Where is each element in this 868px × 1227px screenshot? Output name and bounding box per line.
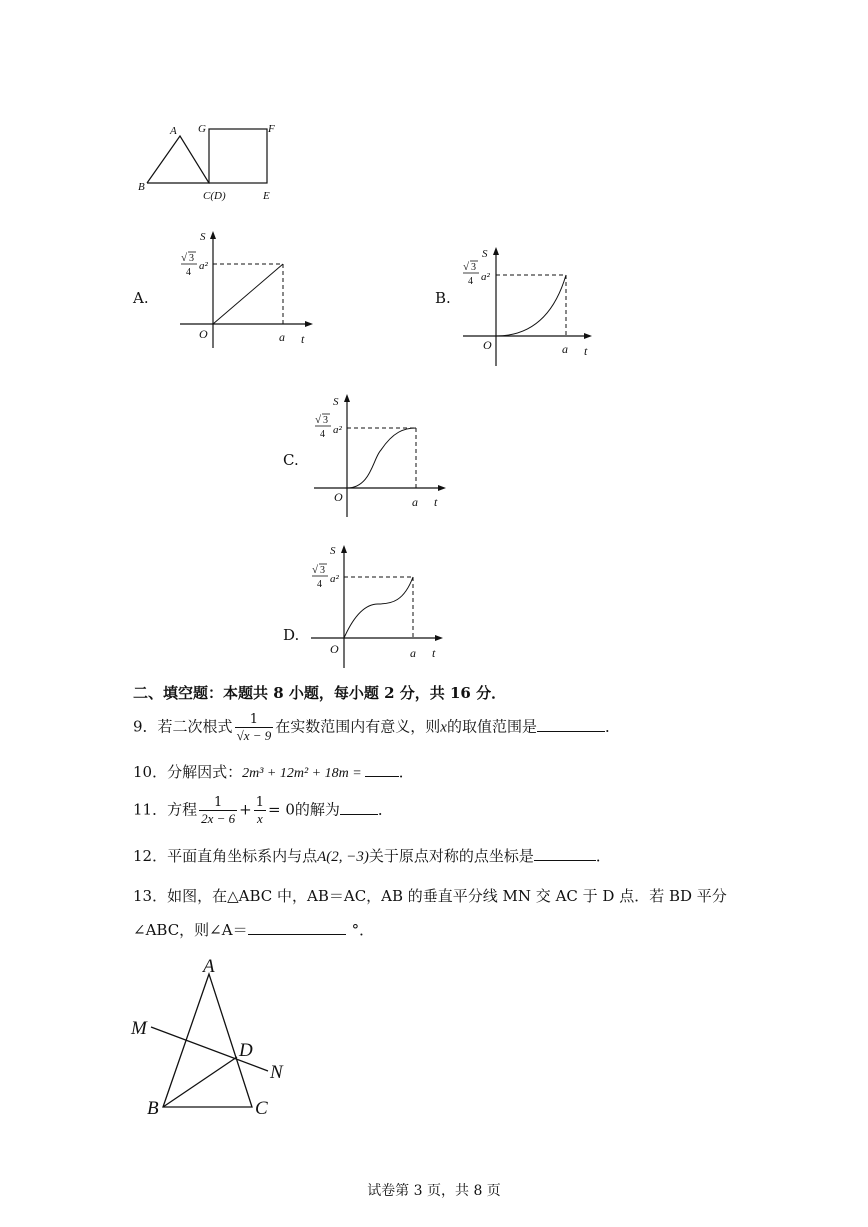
q11-plus: + bbox=[239, 800, 252, 819]
q9-frac-num: 1 bbox=[249, 712, 259, 727]
a-label: a bbox=[279, 330, 285, 344]
segment-bd bbox=[163, 1057, 237, 1107]
a-label: a bbox=[562, 342, 568, 356]
label-b: B bbox=[147, 1098, 159, 1119]
q13-line2-pre: ∠ABC，则∠A＝ bbox=[133, 921, 248, 939]
y-arrow-icon bbox=[210, 231, 216, 239]
t-label: t bbox=[301, 332, 305, 346]
option-c-label[interactable]: C. bbox=[283, 451, 299, 469]
label-cd: C(D) bbox=[203, 190, 226, 202]
label-f: F bbox=[268, 123, 275, 135]
t-label: t bbox=[434, 495, 438, 509]
q12-number: 12． bbox=[133, 847, 168, 865]
top-figure bbox=[135, 118, 285, 208]
q9-frac-den: √x − 9 bbox=[236, 728, 272, 743]
label-a: A bbox=[170, 125, 177, 137]
label-m: M bbox=[131, 1018, 147, 1039]
sqrt3-num: 3 bbox=[471, 262, 476, 273]
label-b: B bbox=[138, 181, 145, 193]
four-den: 4 bbox=[186, 267, 191, 278]
a2-label: a² bbox=[481, 271, 490, 283]
q11-f2-den: x bbox=[254, 810, 266, 826]
q11-f1-num: 1 bbox=[213, 795, 223, 810]
question-13-line-2 bbox=[133, 920, 374, 940]
q10-end: ． bbox=[398, 763, 414, 781]
q12-answer-blank[interactable] bbox=[534, 846, 596, 861]
label-c: C bbox=[255, 1098, 268, 1119]
q11-text: 方程 bbox=[167, 800, 198, 819]
t-label: t bbox=[584, 344, 588, 358]
option-a-graph bbox=[175, 228, 320, 350]
y-arrow-icon bbox=[493, 247, 499, 255]
q11-eq: = 0 bbox=[268, 800, 295, 819]
q9-end: ． bbox=[604, 717, 620, 736]
q11-f2-num: 1 bbox=[255, 795, 265, 810]
option-b-graph bbox=[458, 243, 603, 368]
section-heading: 二、填空题：本题共 8 小题，每小题 2 分，共 16 分． bbox=[133, 684, 507, 702]
curve bbox=[496, 275, 566, 336]
x-arrow-icon bbox=[438, 485, 446, 491]
o-label: O bbox=[334, 490, 343, 504]
s-label: S bbox=[330, 545, 336, 557]
q13-answer-blank[interactable] bbox=[248, 920, 346, 935]
sqrt3-num: 3 bbox=[189, 253, 194, 264]
q11-fraction-1 bbox=[199, 795, 237, 826]
x-arrow-icon bbox=[305, 321, 313, 327]
s-label: S bbox=[482, 248, 488, 260]
y-arrow-icon bbox=[344, 394, 350, 402]
q12-pre: 平面直角坐标系内与点 bbox=[167, 847, 318, 865]
y-arrow-icon bbox=[341, 545, 347, 553]
q12-point: A(2, −3) bbox=[317, 849, 369, 865]
q9-number: 9． bbox=[133, 717, 158, 736]
label-e: E bbox=[263, 190, 270, 202]
triangle-abc bbox=[147, 136, 209, 183]
q9-post2: 的取值范围是 bbox=[446, 717, 537, 736]
question-13-line-1: 13．如图，在△ABC 中，AB＝AC，AB 的垂直平分线 MN 交 AC 于 D 点．若 BD 平分 bbox=[133, 887, 727, 905]
question-9 bbox=[133, 712, 620, 743]
option-d-label[interactable]: D. bbox=[283, 626, 300, 644]
a-label: a bbox=[412, 495, 418, 509]
q9-fraction bbox=[235, 712, 274, 743]
sqrt3-num: 3 bbox=[323, 415, 328, 426]
q11-end: ． bbox=[377, 800, 393, 819]
s-label: S bbox=[200, 231, 206, 243]
curve bbox=[347, 428, 416, 488]
question-11 bbox=[133, 795, 393, 826]
sqrt-sign: √ bbox=[312, 564, 319, 576]
question-12 bbox=[133, 846, 611, 867]
q11-answer-blank[interactable] bbox=[340, 800, 378, 815]
bottom-figure bbox=[125, 950, 300, 1125]
four-den: 4 bbox=[317, 579, 322, 590]
q12-end: ． bbox=[595, 847, 611, 865]
o-label: O bbox=[483, 338, 492, 352]
q11-number: 11． bbox=[133, 800, 168, 819]
curve bbox=[213, 264, 283, 324]
a2-label: a² bbox=[199, 260, 208, 272]
sqrt-sign: √ bbox=[181, 252, 188, 264]
option-d-graph bbox=[306, 541, 451, 669]
label-g: G bbox=[198, 123, 206, 135]
q9-pre: 若二次根式 bbox=[157, 717, 233, 736]
q12-post: 关于原点对称的点坐标是 bbox=[368, 847, 534, 865]
q11-f1-den: 2x − 6 bbox=[201, 811, 236, 826]
q10-expr: 2m³ + 12m² + 18m = bbox=[242, 766, 362, 781]
a-label: a bbox=[410, 646, 416, 660]
q13-line2-post: °． bbox=[351, 921, 375, 939]
o-label: O bbox=[330, 642, 339, 656]
label-a: A bbox=[203, 956, 215, 977]
s-label: S bbox=[333, 396, 339, 408]
option-c-graph bbox=[309, 390, 454, 518]
four-den: 4 bbox=[320, 429, 325, 440]
sqrt-sign: √ bbox=[315, 414, 322, 426]
q9-answer-blank[interactable] bbox=[537, 717, 605, 732]
sqrt-sign: √ bbox=[463, 261, 470, 273]
option-b-label[interactable]: B. bbox=[435, 289, 451, 307]
q11-post: 的解为 bbox=[294, 800, 340, 819]
question-10 bbox=[133, 762, 414, 784]
sqrt3-num: 3 bbox=[320, 565, 325, 576]
a2-label: a² bbox=[330, 573, 339, 585]
o-label: O bbox=[199, 327, 208, 341]
q9-var: x bbox=[440, 719, 447, 736]
four-den: 4 bbox=[468, 276, 473, 287]
a2-label: a² bbox=[333, 424, 342, 436]
label-d: D bbox=[239, 1040, 253, 1061]
option-a-label[interactable]: A. bbox=[133, 289, 149, 307]
q10-number: 10． bbox=[133, 763, 168, 781]
q10-answer-blank[interactable] bbox=[365, 762, 399, 777]
square-gfed bbox=[209, 129, 267, 183]
x-arrow-icon bbox=[435, 635, 443, 641]
page-footer: 试卷第 3 页，共 8 页 bbox=[367, 1183, 501, 1199]
curve bbox=[344, 577, 413, 638]
q11-fraction-2 bbox=[254, 795, 266, 826]
t-label: t bbox=[432, 646, 436, 660]
label-n: N bbox=[270, 1062, 283, 1083]
q10-text: 分解因式： bbox=[167, 763, 243, 781]
x-arrow-icon bbox=[584, 333, 592, 339]
q9-post1: 在实数范围内有意义，则 bbox=[275, 717, 441, 736]
